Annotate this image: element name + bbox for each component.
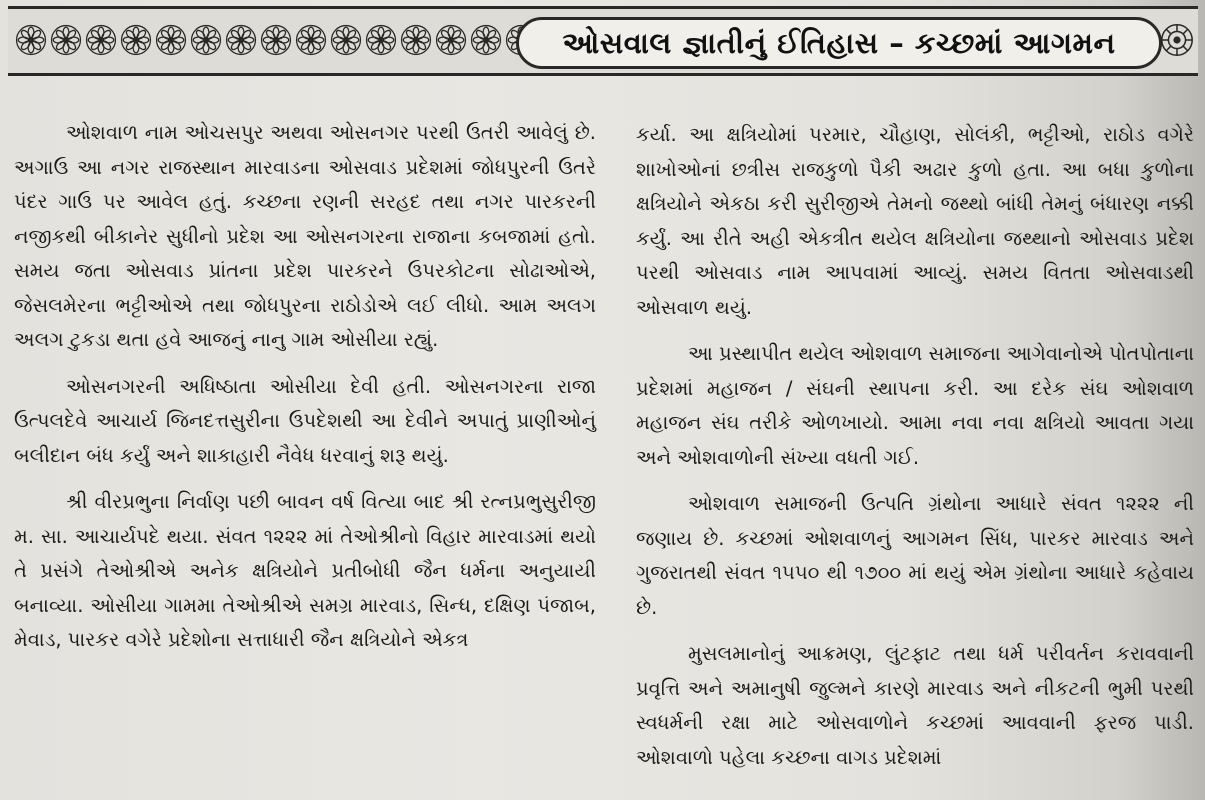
- column-gutter: [606, 116, 626, 796]
- header-banner: [8, 6, 1198, 76]
- rosette-icon: [14, 23, 48, 57]
- paragraph-2: ઓસનગરની અધિષ્ઠાતા ઓસીયા દેવી હતી. ઓસનગરના રાજા ઉત્પલદેવે આચાર્ય જિનદત્તસુરીના ઉપદેશથી આ દેવીને અપાતું પ્રાણીઓનું બલીદાન બંધ કર્યું અને શાકાહારી નૈવેધ ધરવાનું શરૂ થયું.: [14, 374, 596, 467]
- rosette-icon: [49, 23, 83, 57]
- page-title: ઓસવાલ જ્ઞાતીનું ઈતિહાસ – કચ્છમાં આગમન: [562, 25, 1116, 60]
- paragraph-6: ઓશવાળ સમાજની ઉત્પતિ ગ્રંથોના આધારે સંવત ૧૨૨૨ ની જણાય છે. કચ્છમાં ઓશવાળનું આગમન સિંધ, પારકર મારવાડ અને ગુજરાતથી સંવત ૧૫૫૦ થી ૧૭૦૦ માં થયું એમ ગ્રંથોના આધારે કહેવાય છે.: [636, 492, 1194, 619]
- rosette-icon: [434, 23, 468, 57]
- paragraph-5: આ પ્રસ્થાપીત થયેલ ઓશવાળ સમાજના આગેવાનોએ પોતપોતાના પ્રદેશમાં મહાજન / સંઘની સ્થાપના કરી. આ દરેક સંઘ ઓશવાળ મહાજન સંઘ તરીકે ઓળખાયો. આમા નવા નવા ક્ષત્રિયો આવતા ગયા અને ઓશવાળોની સંખ્યા વધતી ગઈ.: [636, 342, 1194, 469]
- rosette-icon: [329, 23, 363, 57]
- right-column: [636, 118, 1194, 787]
- rosette-icon: [119, 23, 153, 57]
- paragraph-4: કર્યા. આ ક્ષત્રિયોમાં પરમાર, ચૌહાણ, સોલંકી, ભટ્ટીઓ, રાઠોડ વગેરે શાખોઓનાં છત્રીસ રાજકુળો પૈકી અઢાર કુળો હતા. આ બધા કુળોના ક્ષત્રિયોને એકઠા કરી સુરીજીએ તેમનો જથ્થો બાંધી તેમનું બંધારણ નક્કી કર્યું. આ રીતે અહી એકત્રીત થયેલ ક્ષત્રિયોના જથ્થાનો ઓસવાડ પ્રદેશ પરથી ઓસવાડ નામ આપવામાં આવ્યું. સમય વિતતા ઓસવાડથી ઓસવાળ થયું.: [636, 123, 1194, 319]
- rosette-icon: [224, 23, 258, 57]
- paragraph-1: ઓશવાળ નામ ઓચસપુર અથવા ઓસનગર પરથી ઉતરી આવેલું છે. અગાઉ આ નગર રાજસ્થાન મારવાડના ઓસવાડ પ્રદેશમાં જોધપુરની ઉતરે પંદર ગાઉ પર આવેલ હતું. કચ્છના રણની સરહદ તથા નગર પારકરની નજીકથી બીકાનેર સુધીનો પ્રદેશ આ ઓસનગરના રાજાના કબજામાં હતો. સમય જતા ઓસવાડ પ્રાંતના પ્રદેશ પારકરને ઉપરકોટના સોઢાઓએ, જેસલમેરના ભટ્ટીઓએ તથા જોધપુરના રાઠોડોએ લઈ લીધો. આમ અલગ અલગ ટુકડા થતા હવે આજનું નાનુ ગામ ઓસીયા રહ્યું.: [14, 121, 596, 351]
- rosette-icon: [469, 23, 503, 57]
- rosette-icon: [364, 23, 398, 57]
- paragraph-7: મુસલમાનોનું આક્રમણ, લુંટફાટ તથા ધર્મ પરીવર્તન કરાવવાની પ્રવૃત્તિ અને અમાનુષી જુલ્મને કારણે મારવાડ અને નીકટની ભુમી પરથી સ્વધર્મની રક્ષા માટે ઓસવાળોને કચ્છમાં આવવાની ફરજ પાડી. ઓશવાળો પહેલા કચ્છના વાગડ પ્રદેશમાં: [636, 642, 1194, 769]
- rosette-icon: [1158, 21, 1196, 59]
- rosette-icon: [154, 23, 188, 57]
- paragraph-3: શ્રી વીરપ્રભુના નિર્વાણ પછી બાવન વર્ષ વિત્યા બાદ શ્રી રત્નપ્રભુસુરીજી મ. સા. આચાર્યપદે થયા. સંવત ૧૨૨૨ માં તેઓશ્રીનો વિહાર મારવાડમાં થયો તે પ્રસંગે તેઓશ્રીએ અનેક ક્ષત્રિયોને પ્રતીબોધી જૈન ધર્મના અનુયાયી બનાવ્યા. ઓસીયા ગામમા તેઓશ્રીએ સમગ્ર મારવાડ, સિન્ધ, દક્ષિણ પંજાબ, મેવાડ, પારકર વગેરે પ્રદેશોના સત્તાધારી જૈન ક્ષત્રિયોને એકત્ર: [14, 490, 596, 651]
- rosette-icon: [84, 23, 118, 57]
- rosette-icon: [189, 23, 223, 57]
- rosette-icon: [399, 23, 433, 57]
- title-plate: [516, 17, 1162, 69]
- left-column: [14, 116, 596, 670]
- rosette-icon: [259, 23, 293, 57]
- rosette-icon: [294, 23, 328, 57]
